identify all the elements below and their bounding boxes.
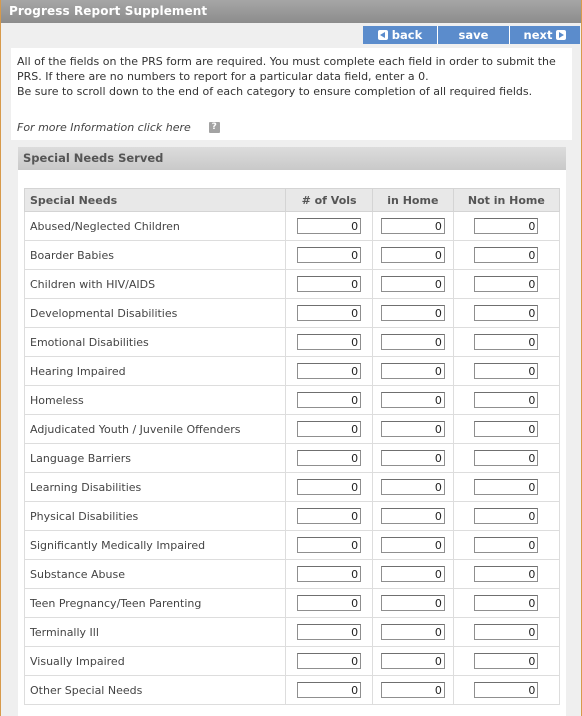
not-in-home-input-cell	[453, 357, 559, 386]
table-row	[25, 328, 560, 357]
vols-input[interactable]	[297, 421, 361, 437]
in-home-input[interactable]	[381, 218, 445, 234]
vols-input-cell	[286, 560, 373, 589]
in-home-input-cell	[372, 299, 453, 328]
special-need-label: Emotional Disabilities	[25, 328, 286, 357]
special-need-label: Adjudicated Youth / Juvenile Offenders	[25, 415, 286, 444]
not-in-home-input[interactable]	[474, 305, 538, 321]
not-in-home-input[interactable]	[474, 595, 538, 611]
special-need-label: Terminally Ill	[25, 618, 286, 647]
in-home-input-cell	[372, 444, 453, 473]
not-in-home-input-cell	[453, 270, 559, 299]
vols-input-cell	[286, 444, 373, 473]
vols-input-cell	[286, 299, 373, 328]
special-need-label: Abused/Neglected Children	[25, 212, 286, 241]
vols-input-cell	[286, 618, 373, 647]
save-button[interactable]	[437, 26, 509, 44]
in-home-input[interactable]	[381, 450, 445, 466]
vols-input[interactable]	[297, 682, 361, 698]
vols-input[interactable]	[297, 595, 361, 611]
in-home-input[interactable]	[381, 276, 445, 292]
save-button-label: save	[458, 28, 489, 42]
more-info-link[interactable]	[17, 120, 220, 135]
not-in-home-input-cell	[453, 589, 559, 618]
special-need-label: Language Barriers	[25, 444, 286, 473]
vols-input[interactable]	[297, 653, 361, 669]
vols-input-cell	[286, 386, 373, 415]
not-in-home-input[interactable]	[474, 247, 538, 263]
not-in-home-input-cell	[453, 618, 559, 647]
special-need-label: Substance Abuse	[25, 560, 286, 589]
vols-input-cell	[286, 647, 373, 676]
table-row	[25, 560, 560, 589]
special-need-label: Other Special Needs	[25, 676, 286, 705]
special-need-label: Learning Disabilities	[25, 473, 286, 502]
in-home-input-cell	[372, 386, 453, 415]
vols-input[interactable]	[297, 450, 361, 466]
vols-input-cell	[286, 270, 373, 299]
special-need-label: Teen Pregnancy/Teen Parenting	[25, 589, 286, 618]
not-in-home-input-cell	[453, 531, 559, 560]
in-home-input[interactable]	[381, 247, 445, 263]
not-in-home-input-cell	[453, 444, 559, 473]
in-home-input-cell	[372, 241, 453, 270]
in-home-input[interactable]	[381, 305, 445, 321]
vols-input[interactable]	[297, 537, 361, 553]
vols-input[interactable]	[297, 218, 361, 234]
column-header-vols: # of Vols	[286, 189, 373, 212]
not-in-home-input[interactable]	[474, 624, 538, 640]
vols-input-cell	[286, 212, 373, 241]
vols-input-cell	[286, 589, 373, 618]
not-in-home-input[interactable]	[474, 450, 538, 466]
in-home-input-cell	[372, 357, 453, 386]
vols-input[interactable]	[297, 305, 361, 321]
not-in-home-input-cell	[453, 502, 559, 531]
in-home-input-cell	[372, 589, 453, 618]
table-row	[25, 618, 560, 647]
not-in-home-input[interactable]	[474, 566, 538, 582]
not-in-home-input[interactable]	[474, 653, 538, 669]
vols-input[interactable]	[297, 392, 361, 408]
in-home-input[interactable]	[381, 682, 445, 698]
table-row	[25, 531, 560, 560]
table-row	[25, 270, 560, 299]
in-home-input-cell	[372, 560, 453, 589]
not-in-home-input[interactable]	[474, 508, 538, 524]
special-need-label: Children with HIV/AIDS	[25, 270, 286, 299]
vols-input[interactable]	[297, 624, 361, 640]
in-home-input[interactable]	[381, 566, 445, 582]
not-in-home-input-cell	[453, 676, 559, 705]
not-in-home-input-cell	[453, 647, 559, 676]
table-row	[25, 502, 560, 531]
in-home-input-cell	[372, 473, 453, 502]
not-in-home-input[interactable]	[474, 682, 538, 698]
not-in-home-input[interactable]	[474, 218, 538, 234]
vols-input-cell	[286, 415, 373, 444]
nav-toolbar	[363, 26, 580, 44]
special-need-label: Developmental Disabilities	[25, 299, 286, 328]
vols-input[interactable]	[297, 363, 361, 379]
in-home-input[interactable]	[381, 479, 445, 495]
table-row	[25, 589, 560, 618]
table-row	[25, 357, 560, 386]
not-in-home-input-cell	[453, 212, 559, 241]
back-button[interactable]	[363, 26, 437, 44]
special-needs-table	[24, 188, 560, 705]
vols-input-cell	[286, 328, 373, 357]
table-header-row	[25, 189, 560, 212]
column-header-in-home: in Home	[372, 189, 453, 212]
not-in-home-input-cell	[453, 328, 559, 357]
in-home-input[interactable]	[381, 595, 445, 611]
special-need-label: Visually Impaired	[25, 647, 286, 676]
in-home-input-cell	[372, 647, 453, 676]
table-row	[25, 241, 560, 270]
in-home-input-cell	[372, 618, 453, 647]
in-home-input-cell	[372, 502, 453, 531]
vols-input[interactable]	[297, 479, 361, 495]
special-need-label: Hearing Impaired	[25, 357, 286, 386]
instructions-panel	[11, 48, 572, 140]
in-home-input-cell	[372, 415, 453, 444]
table-row	[25, 386, 560, 415]
not-in-home-input[interactable]	[474, 479, 538, 495]
vols-input-cell	[286, 357, 373, 386]
scroll-reminder-text: Be sure to scroll down to the end of each category to ensure completion of all required fields.	[17, 85, 533, 98]
in-home-input[interactable]	[381, 653, 445, 669]
in-home-input[interactable]	[381, 334, 445, 350]
next-button[interactable]	[509, 26, 580, 44]
arrow-right-icon	[556, 30, 566, 40]
not-in-home-input[interactable]	[474, 421, 538, 437]
special-need-label: Boarder Babies	[25, 241, 286, 270]
instructions-text: All of the fields on the PRS form are required. You must complete each field in order to submit the PRS. If there are no numbers to report for a particular data field, enter a 0.	[17, 55, 556, 83]
in-home-input-cell	[372, 328, 453, 357]
in-home-input[interactable]	[381, 392, 445, 408]
table-row	[25, 473, 560, 502]
page-title: Progress Report Supplement	[1, 0, 581, 23]
column-header-special-needs: Special Needs	[25, 189, 286, 212]
not-in-home-input-cell	[453, 560, 559, 589]
in-home-input[interactable]	[381, 537, 445, 553]
in-home-input-cell	[372, 212, 453, 241]
section-title: Special Needs Served	[18, 147, 566, 170]
in-home-input[interactable]	[381, 624, 445, 640]
vols-input[interactable]	[297, 334, 361, 350]
arrow-left-icon	[378, 30, 388, 40]
vols-input[interactable]	[297, 566, 361, 582]
in-home-input[interactable]	[381, 508, 445, 524]
not-in-home-input-cell	[453, 473, 559, 502]
vols-input[interactable]	[297, 247, 361, 263]
help-icon[interactable]: ?	[209, 122, 220, 133]
not-in-home-input[interactable]	[474, 276, 538, 292]
not-in-home-input-cell	[453, 415, 559, 444]
in-home-input[interactable]	[381, 421, 445, 437]
in-home-input[interactable]	[381, 363, 445, 379]
table-row	[25, 299, 560, 328]
table-row	[25, 676, 560, 705]
not-in-home-input-cell	[453, 386, 559, 415]
next-button-label: next	[523, 28, 553, 42]
not-in-home-input[interactable]	[474, 392, 538, 408]
vols-input-cell	[286, 473, 373, 502]
table-row	[25, 647, 560, 676]
special-need-label: Homeless	[25, 386, 286, 415]
not-in-home-input-cell	[453, 299, 559, 328]
table-row	[25, 444, 560, 473]
vols-input-cell	[286, 502, 373, 531]
vols-input-cell	[286, 676, 373, 705]
vols-input[interactable]	[297, 276, 361, 292]
not-in-home-input[interactable]	[474, 537, 538, 553]
not-in-home-input[interactable]	[474, 363, 538, 379]
in-home-input-cell	[372, 531, 453, 560]
not-in-home-input-cell	[453, 241, 559, 270]
special-need-label: Physical Disabilities	[25, 502, 286, 531]
special-needs-section	[18, 147, 566, 716]
vols-input-cell	[286, 531, 373, 560]
back-button-label: back	[391, 28, 423, 42]
table-row	[25, 415, 560, 444]
vols-input-cell	[286, 241, 373, 270]
vols-input[interactable]	[297, 508, 361, 524]
column-header-not-in-home: Not in Home	[453, 189, 559, 212]
not-in-home-input[interactable]	[474, 334, 538, 350]
special-need-label: Significantly Medically Impaired	[25, 531, 286, 560]
table-row	[25, 212, 560, 241]
in-home-input-cell	[372, 676, 453, 705]
more-info-label: For more Information click here	[17, 121, 191, 134]
in-home-input-cell	[372, 270, 453, 299]
